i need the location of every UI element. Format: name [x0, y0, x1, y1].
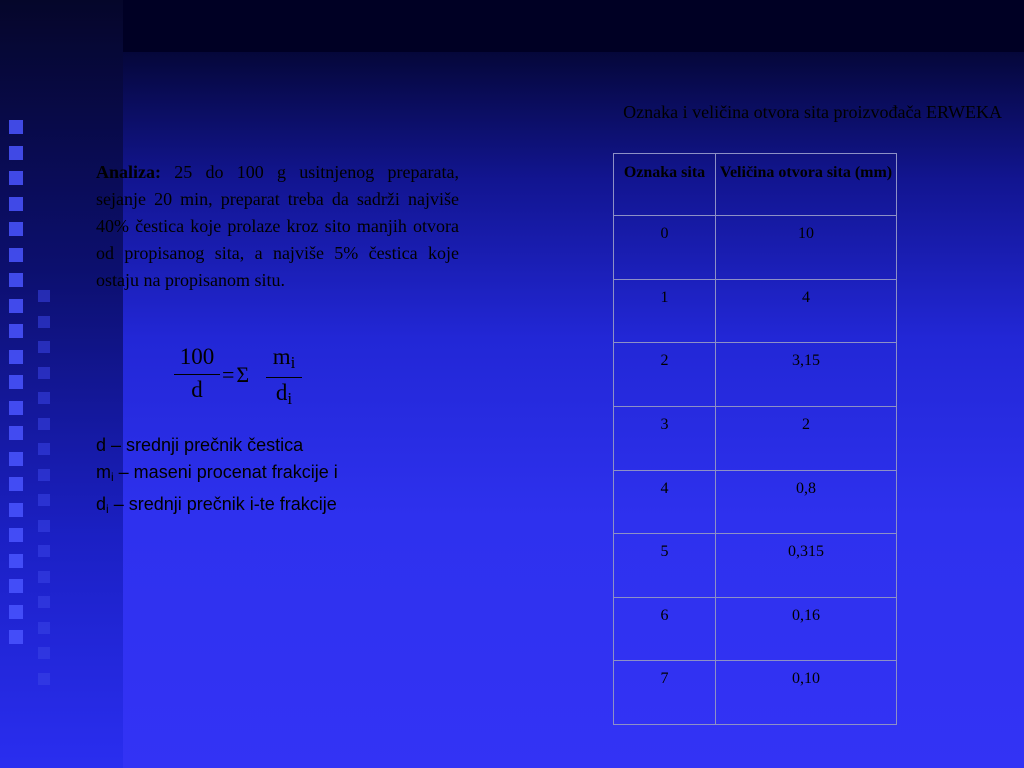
- analysis-label: Analiza:: [96, 162, 161, 182]
- table-row: [614, 216, 897, 280]
- table-row: [614, 406, 897, 470]
- header-sieve-mark: Oznaka sita: [614, 154, 716, 216]
- cell-size: 0,315: [716, 534, 897, 598]
- cell-mark: 4: [614, 470, 716, 534]
- header-aperture-size: Veličina otvora sita (mm): [716, 154, 897, 216]
- formula-left-denominator: d: [191, 377, 203, 402]
- formula-operators: [222, 362, 251, 388]
- definitions-list: [96, 432, 456, 523]
- formula-right-fraction: [266, 344, 302, 409]
- table-row: [614, 470, 897, 534]
- formula-sum-symbol: Σ: [236, 362, 252, 387]
- left-decor-band: [0, 0, 123, 768]
- cell-mark: 2: [614, 343, 716, 407]
- formula-left-fraction: [174, 344, 220, 403]
- formula: [174, 344, 314, 418]
- cell-mark: 0: [614, 216, 716, 280]
- analysis-paragraph: [96, 159, 459, 294]
- cell-size: 2: [716, 406, 897, 470]
- table-row: [614, 534, 897, 598]
- definition-item: $d_i$ – srednji prečnik i-te frakcije: [96, 494, 337, 516]
- cell-size: 0,16: [716, 597, 897, 661]
- cell-mark: 3: [614, 406, 716, 470]
- table-row: [614, 279, 897, 343]
- table-row: [614, 597, 897, 661]
- table-header-row: [614, 154, 897, 216]
- cell-size: 0,10: [716, 661, 897, 725]
- formula-equals: =: [222, 362, 237, 387]
- formula-left-numerator: 100: [174, 344, 220, 375]
- cell-size: 0,8: [716, 470, 897, 534]
- formula-right-numerator: $m_i$: [266, 344, 302, 378]
- cell-size: 4: [716, 279, 897, 343]
- cell-size: 3,15: [716, 343, 897, 407]
- definition-item: d – srednji prečnik čestica: [96, 435, 304, 455]
- top-decor-band: [123, 0, 1024, 52]
- definition-item: $m_i$ – maseni procenat frakcije i: [96, 462, 338, 484]
- table-row: [614, 661, 897, 725]
- sieve-table: [613, 153, 897, 725]
- cell-mark: 1: [614, 279, 716, 343]
- decor-squares-secondary: [38, 290, 52, 698]
- cell-size: 10: [716, 216, 897, 280]
- cell-mark: 5: [614, 534, 716, 598]
- table-caption: Oznaka i veličina otvora sita proizvođača ERWEKA: [623, 102, 1002, 122]
- cell-mark: 7: [614, 661, 716, 725]
- cell-mark: 6: [614, 597, 716, 661]
- formula-right-denominator: $d_i$: [275, 380, 293, 408]
- decor-squares: [9, 120, 25, 656]
- analysis-text: 25 do 100 g usitnjenog preparata, sejanje 20 min, preparat treba da sadrži najviše 40% čestica koje prolaze kroz sito manjih otvora od propisanog sita, a najviše 5% čestica koje ostaju na propisanom situ.: [96, 162, 459, 290]
- table-row: [614, 343, 897, 407]
